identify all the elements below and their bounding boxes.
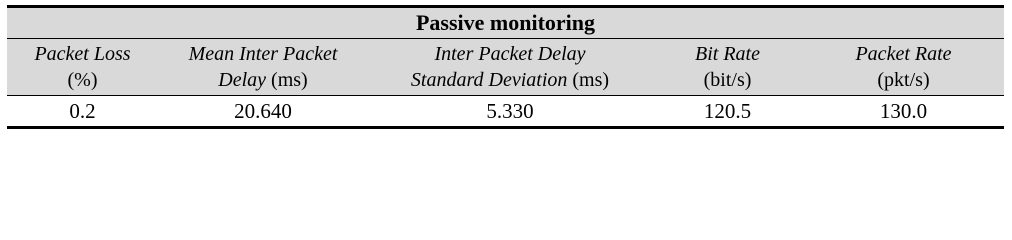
passive-monitoring-table <box>7 5 1004 129</box>
cell-packet-loss: 0.2 <box>7 96 158 128</box>
header-ipd-std-line1: Inter Packet Delay <box>434 43 586 65</box>
header-bit-rate <box>652 39 803 96</box>
header-ipd-std-line2: Standard Deviation <box>410 69 568 91</box>
cell-ipd-standard-deviation: 5.330 <box>368 96 652 128</box>
header-mean-ipd-unit: (ms) <box>266 69 308 91</box>
header-packet-loss-unit: (%) <box>67 69 98 91</box>
cell-mean-inter-packet-delay: 20.640 <box>158 96 368 128</box>
passive-monitoring-table-container <box>7 5 1004 129</box>
table-title-row <box>7 7 1004 39</box>
header-packet-rate-unit: (pkt/s) <box>877 69 930 91</box>
table-row <box>7 96 1004 128</box>
header-bit-rate-unit: (bit/s) <box>703 69 752 91</box>
header-mean-ipd-line2: Delay <box>218 69 267 91</box>
header-packet-loss-line1: Packet Loss <box>34 43 131 65</box>
header-ipd-standard-deviation <box>368 39 652 96</box>
cell-bit-rate: 120.5 <box>652 96 803 128</box>
header-ipd-std-unit: (ms) <box>567 69 610 91</box>
header-mean-inter-packet-delay <box>158 39 368 96</box>
header-packet-rate <box>803 39 1004 96</box>
cell-packet-rate: 130.0 <box>803 96 1004 128</box>
table-header-row <box>7 39 1004 96</box>
header-mean-ipd-line1: Mean Inter Packet <box>188 43 338 65</box>
header-packet-rate-line1: Packet Rate <box>855 43 952 65</box>
header-packet-loss <box>7 39 158 96</box>
table-title: Passive monitoring <box>7 7 1004 39</box>
header-bit-rate-line1: Bit Rate <box>695 43 760 65</box>
